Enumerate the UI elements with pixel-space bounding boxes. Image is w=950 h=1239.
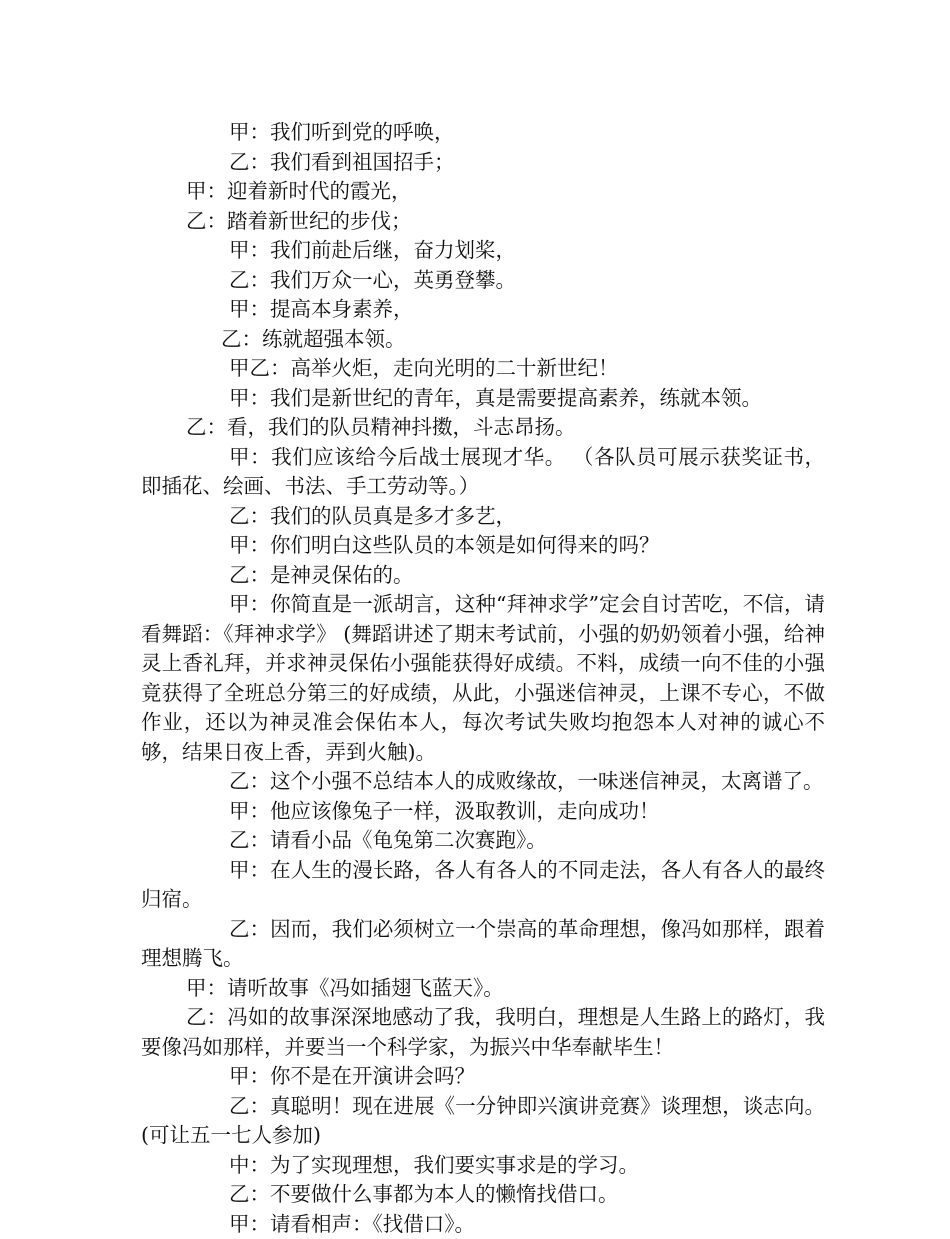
script-line: 甲乙：高举火炬，走向光明的二十新世纪！: [141, 354, 825, 384]
script-line: 甲：提高本身素养，: [141, 295, 825, 325]
script-paragraph: 乙：冯如的故事深深地感动了我，我明白，理想是人生路上的路灯，我要像冯如那样，并要当一个科学家，为振兴中华奉献毕生！: [141, 1003, 825, 1062]
script-line: 乙：看，我们的队员精神抖擞，斗志昂扬。: [141, 413, 825, 443]
script-line: 甲：请听故事《冯如插翅飞蓝天》。: [141, 974, 825, 1004]
script-line: 甲：我们听到党的呼唤，: [141, 118, 825, 148]
script-line: 甲：我们前赴后继，奋力划桨，: [141, 236, 825, 266]
script-line: 甲：迎着新时代的霞光，: [141, 177, 825, 207]
script-paragraph: 乙：这个小强不总结本人的成败缘故，一味迷信神灵，太离谱了。: [141, 767, 825, 797]
script-line: 乙：不要做什么事都为本人的懒惰找借口。: [141, 1180, 825, 1210]
script-paragraph: 甲：你简直是一派胡言，这种“拜神求学”定会自讨苦吃，不信，请看舞蹈：《拜神求学》 (舞蹈讲述了期末考试前，小强的奶奶领着小强，给神灵上香礼拜，并求神灵保佑小强能获得好成绩。不料，成绩一向不佳的小强竟获得了全班总分第三的好成绩，从此，小强迷信神灵，上课不专心，不做作业，还以为神灵准会保佑本人，每次考试失败均抱怨本人对神的诚心不够，结果日夜上香，弄到火触)。: [141, 590, 825, 767]
script-line: 甲：你不是在开演讲会吗？: [141, 1062, 825, 1092]
script-paragraph: 甲：在人生的漫长路，各人有各人的不同走法，各人有各人的最终归宿。: [141, 856, 825, 915]
script-line: 乙：踏着新世纪的步伐；: [141, 207, 825, 237]
script-text: [141, 118, 825, 1239]
script-line: 乙：我们万众一心，英勇登攀。: [141, 266, 825, 296]
script-line: 乙：我们看到祖国招手；: [141, 148, 825, 178]
script-line: 甲：你们明白这些队员的本领是如何得来的吗？: [141, 531, 825, 561]
script-line: 乙：请看小品《龟兔第二次赛跑》。: [141, 826, 825, 856]
script-paragraph: 乙：因而，我们必须树立一个崇高的革命理想，像冯如那样，跟着理想腾飞。: [141, 915, 825, 974]
script-line: 甲：他应该像兔子一样，汲取教训，走向成功！: [141, 797, 825, 827]
script-line: 甲：我们是新世纪的青年，真是需要提高素养，练就本领。: [141, 384, 825, 414]
script-line: 甲：请看相声：《找借口》。: [141, 1210, 825, 1239]
script-line: 中：为了实现理想，我们要实事求是的学习。: [141, 1151, 825, 1181]
script-paragraph: 甲：我们应该给今后战士展现才华。 （各队员可展示获奖证书，即插花、绘画、书法、手工劳动等。）: [141, 443, 825, 502]
script-paragraph: 乙：真聪明！现在进展《一分钟即兴演讲竞赛》谈理想，谈志向。(可让五一七人参加): [141, 1092, 825, 1151]
script-line: 乙：我们的队员真是多才多艺，: [141, 502, 825, 532]
script-line: 乙：练就超强本领。: [141, 325, 825, 355]
script-line: 乙：是神灵保佑的。: [141, 561, 825, 591]
